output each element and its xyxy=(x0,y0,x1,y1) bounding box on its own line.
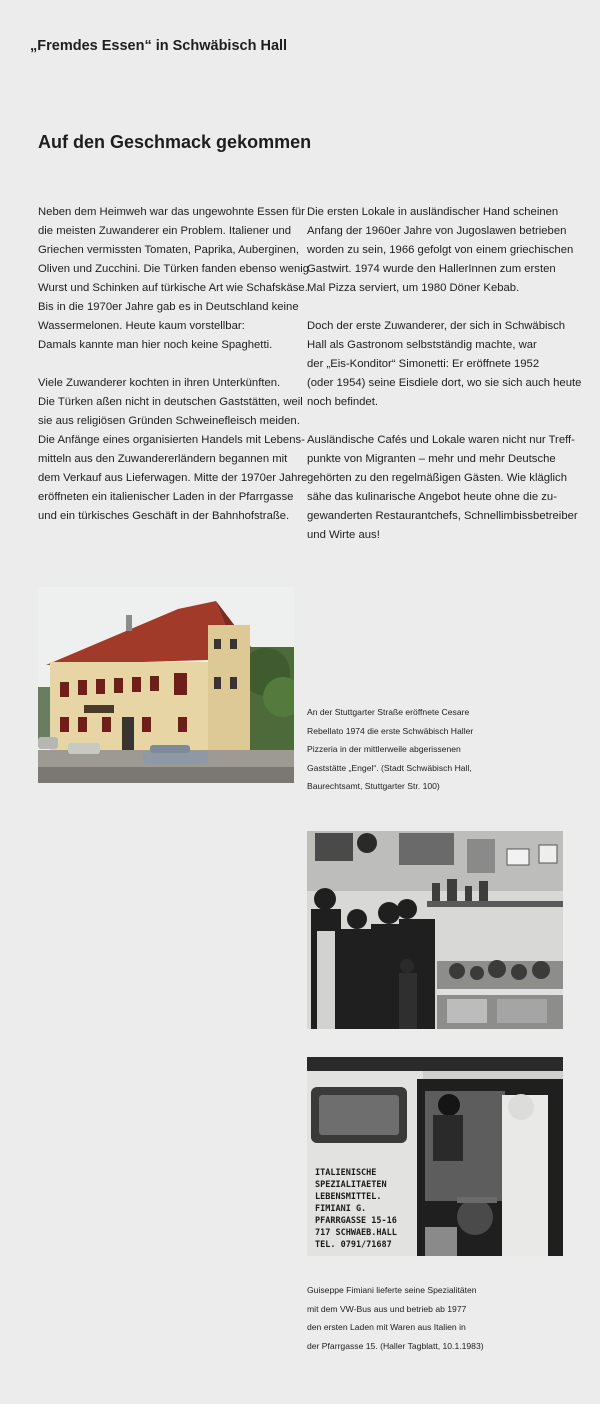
text-line: sähe das kulinarische Angebot heute ohne die zu- xyxy=(307,491,557,503)
caption-line: Gaststätte „Engel“. (Stadt Schwäbisch Hall, xyxy=(307,762,472,773)
text-line: Ausländische Cafés und Lokale waren nicht nur Treff- xyxy=(307,434,575,446)
text-line: sie aus religiösen Gründen Schweinefleisch meiden. xyxy=(38,415,300,427)
caption-line: Guiseppe Fimiani lieferte seine Spezialitäten xyxy=(307,1285,477,1295)
text-line: Oliven und Zucchini. Die Türken fanden ebenso wenig xyxy=(38,263,310,275)
caption-vw-bus xyxy=(307,1281,484,1355)
text-line: noch befindet. xyxy=(307,396,378,408)
caption-line: mit dem VW-Bus aus und betrieb ab 1977 xyxy=(307,1303,467,1314)
text-line: eröffneten ein italienischer Laden in der Pfarrgasse xyxy=(38,491,294,503)
van-lettering-line: FIMIANI G. xyxy=(315,1204,367,1214)
paragraph xyxy=(307,431,578,545)
text-line: Die Türken aßen nicht in deutschen Gaststätten, weil xyxy=(38,396,303,408)
text-line: Griechen vermissten Tomaten, Paprika, Auberginen, xyxy=(38,244,300,256)
text-line: und ein türkisches Geschäft in der Bahnhofstraße. xyxy=(38,510,290,522)
caption-line: Rebellato 1974 die erste Schwäbisch Haller xyxy=(307,725,474,736)
section-title: Auf den Geschmack gekommen xyxy=(38,132,312,152)
van-lettering-line: 717 SCHWAEB.HALL xyxy=(315,1228,397,1238)
text-line: Viele Zuwanderer kochten in ihren Unterkünften. xyxy=(38,377,281,389)
caption-line: der Pfarrgasse 15. (Haller Tagblatt, 10.1.1983) xyxy=(307,1340,484,1351)
text-line: Gastwirt. 1974 wurde den HallerInnen zum ersten xyxy=(307,263,556,275)
text-line: mitteln aus den Zuwandererländern begannen mit xyxy=(38,453,288,465)
paragraph xyxy=(307,317,582,412)
van-lettering-line: PFARRGASSE 15-16 xyxy=(315,1216,397,1226)
text-line: Wurst und Schinken auf türkische Art wie Schafskäse. xyxy=(38,282,308,294)
text-line: Damals kannte man hier noch keine Spaghetti. xyxy=(38,339,273,351)
paragraph xyxy=(38,203,310,355)
van-lettering-line: LEBENSMITTEL. xyxy=(315,1192,382,1202)
caption-line: den ersten Laden mit Waren aus Italien in xyxy=(307,1322,466,1333)
text-line: und Wirte aus! xyxy=(307,529,380,541)
exhibit-header: „Fremdes Essen“ in Schwäbisch Hall xyxy=(30,38,288,54)
van-lettering-line: TEL. 0791/71687 xyxy=(315,1240,392,1250)
text-line: Neben dem Heimweh war das ungewohnte Essen für xyxy=(38,206,305,218)
photo-shop-interior xyxy=(307,831,563,1029)
caption-line: An der Stuttgarter Straße eröffnete Cesare xyxy=(307,707,470,717)
text-line: der „Eis-Konditor“ Simonetti: Er eröffnete 1952 xyxy=(307,358,540,370)
text-line: Hall als Gastronom selbstständig machte, war xyxy=(307,339,537,351)
paragraph xyxy=(307,203,574,298)
van-lettering-line: ITALIENISCHE xyxy=(315,1168,377,1178)
text-line: worden zu sein, 1966 gefolgt von einem griechischen xyxy=(307,244,574,256)
van-lettering-line: SPEZIALITAETEN xyxy=(315,1180,387,1190)
caption-gasthaus-engel xyxy=(307,703,473,796)
text-line: gewanderten Restaurantchefs, Schnellimbissbetreiber xyxy=(307,510,578,522)
text-line: punkte von Migranten – mehr und mehr Deutsche xyxy=(307,453,556,465)
text-line: Die ersten Lokale in ausländischer Hand scheinen xyxy=(307,206,559,218)
text-line: Die Anfänge eines organisierten Handels mit Lebens- xyxy=(38,434,305,446)
text-column-right xyxy=(307,203,582,564)
text-line: (oder 1954) seine Eisdiele dort, wo sie sich auch heute xyxy=(307,377,582,389)
text-column-left xyxy=(38,203,310,545)
text-line: die meisten Zuwanderer ein Problem. Italiener und xyxy=(38,225,292,237)
caption-line: Baurechtsamt, Stuttgarter Str. 100) xyxy=(307,781,440,792)
text-line: Doch der erste Zuwanderer, der sich in Schwäbisch xyxy=(307,320,566,332)
paragraph xyxy=(38,374,308,526)
text-line: Anfang der 1960er Jahre von Jugoslawen betrieben xyxy=(307,225,567,237)
caption-line: Pizzeria in der mittlerweile abgerissenen xyxy=(307,744,461,755)
text-line: Wassermelonen. Heute kaum vorstellbar: xyxy=(38,320,245,332)
photo-gasthaus-engel xyxy=(38,587,294,783)
text-line: Bis in die 1970er Jahre gab es in Deutschland keine xyxy=(38,301,299,313)
photo-vw-bus xyxy=(307,1057,563,1256)
text-line: dem Verkauf aus Lieferwagen. Mitte der 1970er Jahre xyxy=(38,472,308,484)
text-line: Mal Pizza serviert, um 1980 Döner Kebab. xyxy=(307,282,520,294)
text-line: gehörten zu den regelmäßigen Gästen. Wie kläglich xyxy=(307,472,567,484)
